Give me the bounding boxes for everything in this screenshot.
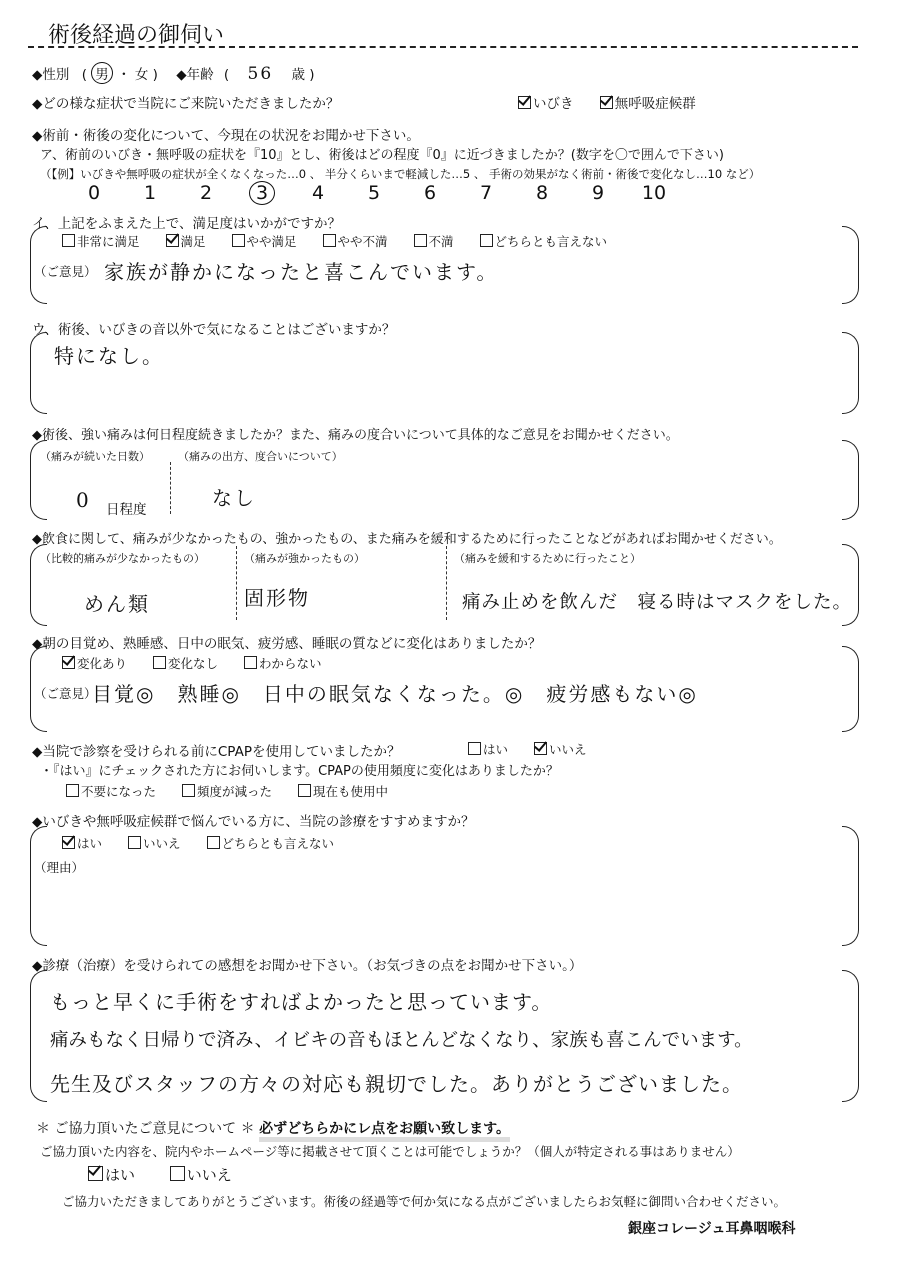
checkbox[interactable]	[480, 234, 493, 247]
option-label: いいえ	[549, 742, 587, 757]
age-label: ◆年齢	[176, 67, 214, 83]
sex-label: ◆性別	[32, 67, 70, 83]
checkbox[interactable]	[182, 784, 195, 797]
recommend-opt-yes[interactable]	[62, 834, 102, 852]
sex-female[interactable]: 女	[134, 67, 149, 83]
food-relief-label: （痛みを緩和するために行ったこと）	[454, 552, 641, 565]
satisfaction-opt-somewhat-dis[interactable]	[323, 232, 388, 250]
satisfaction-opt-satisfied[interactable]	[166, 232, 206, 250]
checkbox[interactable]	[414, 234, 427, 247]
symptom-option-snoring[interactable]	[518, 92, 574, 112]
checkbox[interactable]	[128, 836, 141, 849]
sex-row: ◆性別 ( 男 ・ 女 ) ◆年齢 ( 56 歳 )	[32, 64, 315, 84]
recommend-bracket-left	[30, 826, 47, 946]
consent-thanks: ご協力いただきましてありがとうございます。術後の経過等で何か気になる点がございましたらお気軽に御問い合わせください。	[62, 1194, 787, 1209]
option-label: 不要になった	[81, 784, 157, 799]
checkbox[interactable]	[232, 234, 245, 247]
cpap-sub-unneeded[interactable]	[66, 782, 156, 800]
pain-days-label: （痛みが続いた日数）	[40, 450, 150, 463]
cpap-question: ◆当院で診察を受けられる前にCPAPを使用していましたか？	[32, 744, 401, 760]
age-unit: 歳	[291, 67, 305, 83]
pain-question: ◆術後、強い痛みは何日程度続きましたか？また、痛みの度合いについて具体的なご意見をお聞かせください。	[32, 428, 679, 443]
recommend-question: ◆いびきや無呼吸症候群で悩んでいる方に、当院の診療をすすめますか？	[32, 814, 475, 830]
pain-divider	[170, 462, 171, 514]
checkbox[interactable]	[166, 234, 179, 247]
clinic-name: 銀座コレージュ耳鼻咽喉科	[628, 1221, 796, 1237]
other-bracket-left	[30, 332, 47, 414]
consent-heading: ＊ ご協力頂いたご意見について ＊	[36, 1121, 255, 1137]
consent-opt-no[interactable]	[170, 1164, 232, 1185]
checkbox[interactable]	[600, 96, 613, 109]
checkbox[interactable]	[534, 742, 547, 755]
consent-question: ご協力頂いた内容を、院内やホームページ等に掲載させて頂くことは可能でしょうか？（個人が特定される事はありません）	[40, 1144, 740, 1159]
cpap-sub-still[interactable]	[298, 782, 388, 800]
checkbox[interactable]	[62, 656, 75, 669]
impression-question: ◆診療（治療）を受けられての感想をお聞かせ下さい。（お気づきの点をお聞かせ下さい。）	[32, 958, 583, 974]
cpap-sub-reduced[interactable]	[182, 782, 272, 800]
scale-2[interactable]: 2	[199, 182, 213, 204]
option-label: 非常に満足	[77, 234, 140, 249]
checkbox[interactable]	[153, 656, 166, 669]
impression-bracket-left	[30, 970, 47, 1102]
scale-0[interactable]: 0	[87, 182, 101, 204]
option-label: どちらとも言えない	[221, 836, 335, 851]
scale-6[interactable]: 6	[423, 182, 437, 204]
checkbox[interactable]	[88, 1166, 103, 1181]
option-label: やや満足	[246, 234, 297, 249]
checkbox[interactable]	[62, 234, 75, 247]
checkbox[interactable]	[323, 234, 336, 247]
food-divider-2	[446, 546, 447, 620]
checkbox[interactable]	[207, 836, 220, 849]
scale-3-selected: 3	[249, 181, 275, 205]
recommend-reason-label: （理由）	[34, 860, 85, 875]
option-label: はい	[77, 836, 103, 851]
option-label: 変化なし	[168, 656, 219, 671]
option-label: どちらとも言えない	[494, 234, 608, 249]
checkbox[interactable]	[170, 1166, 185, 1181]
checkbox[interactable]	[298, 784, 311, 797]
other-question: ウ、術後、いびきの音以外で気になることはございますか？	[32, 322, 396, 338]
change-scale	[66, 181, 682, 205]
morning-comment-label: （ご意見）	[34, 686, 97, 701]
option-label: 不満	[428, 234, 454, 249]
checkbox[interactable]	[66, 784, 79, 797]
satisfaction-comment-label: （ご意見）	[34, 264, 97, 279]
impression-line-1[interactable]: もっと早くに手術をすればよかったと思っています。	[50, 990, 553, 1014]
scale-3[interactable]	[234, 181, 290, 205]
option-label: はい	[483, 742, 509, 757]
page-title: 術後経過の御伺い	[48, 23, 225, 48]
checkbox[interactable]	[62, 836, 75, 849]
food-relief-value[interactable]: 痛み止めを飲んだ 寝る時はマスクをした。	[462, 592, 853, 613]
option-label: 現在も使用中	[313, 784, 389, 799]
age-value[interactable]: 56	[247, 64, 274, 84]
satisfaction-bracket-right	[842, 226, 859, 304]
option-label: はい	[105, 1166, 136, 1184]
satisfaction-opt-dissatisfied[interactable]	[414, 232, 454, 250]
satisfaction-opt-neither[interactable]	[480, 232, 608, 250]
pain-detail-label: （痛みの出方、度合いについて）	[178, 450, 343, 463]
satisfaction-opt-very[interactable]	[62, 232, 140, 250]
morning-opt-changed[interactable]	[62, 654, 127, 672]
cpap-sub-options	[66, 782, 410, 800]
change-sub-a: ア、術前のいびき・無呼吸の症状を『10』とし、術後はどの程度『0』に近づきましたか？(数字を〇で囲んで下さい)	[40, 148, 724, 163]
other-answer[interactable]: 特になし。	[54, 344, 164, 368]
morning-bracket-right	[842, 646, 859, 732]
satisfaction-opt-somewhat[interactable]	[232, 232, 297, 250]
food-strong-value[interactable]: 固形物	[244, 586, 310, 610]
recommend-bracket-right	[842, 826, 859, 946]
pain-days-value[interactable]: 0	[76, 488, 91, 512]
satisfaction-question: イ、上記をふまえた上で、満足度はいかがですか？	[32, 216, 342, 232]
impression-line-2[interactable]: 痛みもなく日帰りで済み、イビキの音もほとんどなくなり、家族も喜こんでいます。	[50, 1030, 753, 1051]
morning-comment[interactable]: 目覚◎ 熟睡◎ 日中の眠気なくなった。◎ 疲労感もない◎	[92, 682, 698, 706]
food-less-label: （比較的痛みが少なかったもの）	[40, 552, 205, 565]
recommend-opt-no[interactable]	[128, 834, 181, 852]
scale-10[interactable]: 10	[641, 182, 667, 204]
scale-4[interactable]: 4	[311, 182, 325, 204]
pain-days-unit: 日程度	[106, 502, 147, 518]
cpap-opt-no[interactable]	[534, 740, 587, 758]
cpap-opt-yes[interactable]	[468, 740, 508, 758]
other-bracket-right	[842, 332, 859, 414]
recommend-opt-neither[interactable]	[207, 834, 335, 852]
option-label: いびき	[533, 96, 574, 112]
impression-bracket-right	[842, 970, 859, 1102]
checkbox[interactable]	[518, 96, 531, 109]
option-label: いいえ	[143, 836, 181, 851]
consent-opt-yes[interactable]	[88, 1164, 135, 1185]
satisfaction-comment[interactable]: 家族が静かになったと喜こんでいます。	[104, 260, 499, 284]
morning-options	[62, 654, 344, 672]
pain-bracket-right	[842, 440, 859, 520]
symptom-question: ◆どの様な症状で当院にご来院いただきましたか？	[32, 96, 340, 112]
title-divider	[28, 46, 858, 48]
food-divider-1	[236, 546, 237, 620]
option-label: いいえ	[186, 1166, 232, 1184]
food-strong-label: （痛みが強かったもの）	[244, 552, 365, 565]
scale-5[interactable]: 5	[367, 182, 381, 204]
consent-options	[88, 1164, 254, 1185]
checkbox[interactable]	[468, 742, 481, 755]
sex-male[interactable]: 男	[91, 62, 113, 84]
satisfaction-options	[62, 232, 629, 250]
scale-8[interactable]: 8	[535, 182, 549, 204]
checkbox[interactable]	[244, 656, 257, 669]
scale-9[interactable]: 9	[591, 182, 605, 204]
scale-7[interactable]: 7	[479, 182, 493, 204]
morning-opt-no-change[interactable]	[153, 654, 218, 672]
pain-detail-value[interactable]: なし	[212, 486, 256, 510]
option-label: 満足	[180, 234, 206, 249]
option-label: わからない	[259, 656, 322, 671]
cpap-sub-question: ・『はい』にチェックされた方にお伺いします。CPAPの使用頻度に変化はありましたか？	[40, 764, 559, 779]
food-less-value[interactable]: めん類	[84, 592, 150, 616]
cpap-options	[468, 740, 609, 758]
impression-line-3[interactable]: 先生及びスタッフの方々の対応も親切でした。ありがとうございました。	[50, 1072, 743, 1096]
symptom-option-apnea[interactable]	[600, 92, 696, 112]
option-label: 頻度が減った	[197, 784, 273, 799]
option-label: 変化あり	[77, 656, 128, 671]
scale-1[interactable]: 1	[143, 182, 157, 204]
symptom-options	[518, 92, 718, 112]
change-question: ◆術前・術後の変化について、今現在の状況をお聞かせ下さい。	[32, 128, 420, 144]
food-question: ◆飲食に関して、痛みが少なかったもの、強かったもの、また痛みを緩和するために行ったことなどがあればお聞かせください。	[32, 532, 782, 547]
morning-opt-unknown[interactable]	[244, 654, 322, 672]
option-label: 無呼吸症候群	[614, 96, 696, 112]
morning-question: ◆朝の目覚め、熟睡感、日中の眠気、疲労感、睡眠の質などに変化はありましたか？	[32, 636, 542, 652]
recommend-options	[62, 834, 356, 852]
change-example: （【例】いびきや無呼吸の症状が全くなくなった…0 、 半分くらいまで軽減した…5 、 手術の効果がなく術前・術後で変化なし…10 など）	[40, 167, 761, 181]
option-label: やや不満	[337, 234, 388, 249]
consent-heading-bold: 必ずどちらかにレ点をお願い致します。	[259, 1121, 510, 1142]
consent-heading-row	[36, 1118, 510, 1138]
